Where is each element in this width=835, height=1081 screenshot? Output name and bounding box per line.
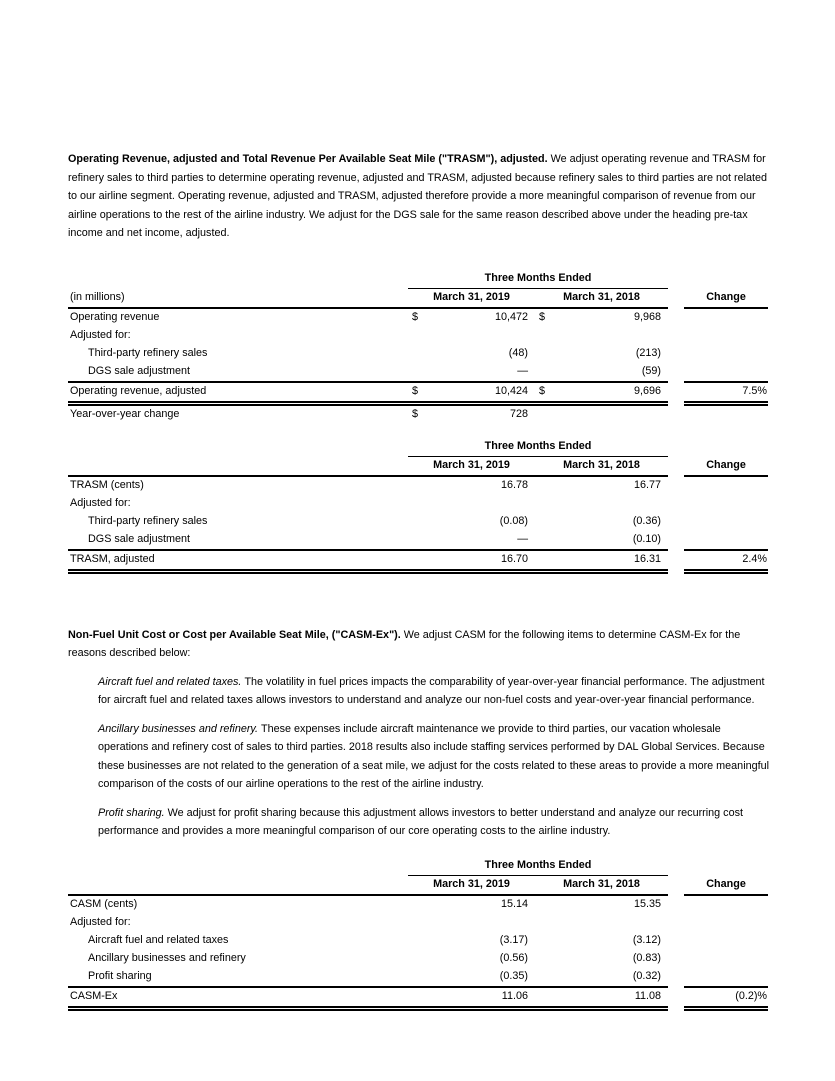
currency-symbol <box>535 987 557 1009</box>
empty-cell <box>68 857 408 876</box>
table-row <box>68 363 768 382</box>
item-lead: Aircraft fuel and related taxes. <box>98 675 242 688</box>
currency-symbol <box>535 327 557 345</box>
change-value <box>684 495 768 513</box>
column-gap <box>668 513 684 531</box>
change-value <box>684 895 768 914</box>
value-2019 <box>430 327 535 345</box>
currency-symbol <box>408 932 430 950</box>
column-header-2018: March 31, 2018 <box>535 875 668 895</box>
row-label: Third-party refinery sales <box>88 514 208 527</box>
value-2018: (0.10) <box>557 531 668 550</box>
row-label: Adjusted for: <box>70 496 131 509</box>
empty-cell <box>684 270 768 289</box>
item-body: These expenses include aircraft maintenance we provide to third parties, our vacation wholesale operations and refinery cost of sales to third parties. 2018 results also include staffing services performed by DAL Global Services. Because these businesses are not related to the generation of a seat mile, we adjust for the costs related to these areas to provide a more meaningful comparison of the costs of our airline operations to the rest of the airline industry. <box>98 722 769 790</box>
currency-symbol <box>535 363 557 382</box>
period-header: Three Months Ended <box>408 857 668 876</box>
change-value <box>684 914 768 932</box>
casm-body: We adjust CASM for the following items to determine CASM-Ex for the reasons described below: <box>68 628 741 659</box>
row-label: TRASM (cents) <box>70 478 144 491</box>
casm-table <box>68 857 768 1011</box>
row-label: Aircraft fuel and related taxes <box>88 933 229 946</box>
value-2018 <box>557 327 668 345</box>
adjustment-item-paragraph <box>98 804 769 841</box>
empty-cell <box>684 857 768 876</box>
currency-symbol <box>408 968 430 987</box>
currency-symbol <box>535 550 557 572</box>
value-2018: (213) <box>635 346 662 359</box>
table-row <box>68 513 768 531</box>
change-value <box>684 308 768 327</box>
row-label: Adjusted for: <box>70 915 131 928</box>
value-2019: (0.56) <box>499 951 528 964</box>
table-row <box>68 270 768 289</box>
value-2019: 16.78 <box>500 478 528 491</box>
table-row <box>68 345 768 363</box>
value-2019: (48) <box>508 346 528 359</box>
unit-label: (in millions) <box>68 288 408 308</box>
column-gap <box>668 403 684 424</box>
table-row <box>68 875 768 895</box>
currency-symbol <box>535 403 557 424</box>
currency-symbol <box>535 345 557 363</box>
value-2018: 15.35 <box>634 897 662 910</box>
table-row <box>68 857 768 876</box>
column-gap <box>668 550 684 572</box>
currency-symbol <box>535 495 557 513</box>
column-gap <box>668 914 684 932</box>
column-gap <box>668 308 684 327</box>
table-row <box>68 987 768 1009</box>
column-header-2018: March 31, 2018 <box>535 456 668 476</box>
value-2019: — <box>430 363 535 382</box>
table-row <box>68 382 768 404</box>
value-2019 <box>430 914 535 932</box>
row-label: Ancillary businesses and refinery <box>88 951 246 964</box>
change-value: (0.2)% <box>684 987 768 1009</box>
column-header-2018: March 31, 2018 <box>535 288 668 308</box>
column-gap <box>668 895 684 914</box>
table-row <box>68 950 768 968</box>
currency-symbol: $ <box>412 310 419 323</box>
column-gap <box>668 288 684 308</box>
column-header-2019: March 31, 2019 <box>408 288 535 308</box>
value-2019: 11.06 <box>430 987 535 1009</box>
column-gap <box>668 382 684 404</box>
currency-symbol: $ <box>412 407 419 420</box>
row-label: CASM (cents) <box>70 897 138 910</box>
currency-symbol <box>535 531 557 550</box>
currency-symbol <box>408 895 430 914</box>
value-2018 <box>557 914 668 932</box>
unit-label <box>68 456 408 476</box>
value-2018: (0.36) <box>632 514 662 527</box>
column-gap <box>668 327 684 345</box>
column-gap <box>668 270 684 289</box>
value-2018: 16.77 <box>634 478 662 491</box>
table-row <box>68 531 768 550</box>
empty-cell <box>684 438 768 457</box>
change-value: 7.5% <box>684 382 768 404</box>
currency-symbol <box>408 531 430 550</box>
value-2018: (3.12) <box>632 933 662 946</box>
table-row <box>68 914 768 932</box>
table-row <box>68 476 768 495</box>
value-2018: 9,968 <box>634 310 662 323</box>
intro-body: We adjust operating revenue and TRASM for refinery sales to third parties to determine operating revenue, adjusted and TRASM, adjusted because refinery sales to third parties are not related to our airline segment. Operating revenue, adjusted and TRASM, adjusted therefore provide a more meaningful comparison of revenue from our airline operations to the rest of the airline industry. We adjust for the DGS sale for the same reason described above under the heading pre-tax income and net income, adjusted. <box>68 153 767 239</box>
value-2019: 16.70 <box>430 550 535 572</box>
intro-lead: Operating Revenue, adjusted and Total Revenue Per Available Seat Mile ("TRASM"), adjusted. <box>68 153 548 165</box>
column-gap <box>668 476 684 495</box>
value-2019: 15.14 <box>500 897 528 910</box>
row-label: Adjusted for: <box>70 328 131 341</box>
intro-paragraph <box>68 150 768 243</box>
table-row <box>68 895 768 914</box>
item-body: The volatility in fuel prices impacts the comparability of year-over-year financial performance. The adjustment for aircraft fuel and related taxes allows investors to understand and analyze our non-fuel costs and year-over-year financial performance. <box>98 675 765 706</box>
adjustment-item-paragraph <box>98 673 769 710</box>
currency-symbol <box>535 513 557 531</box>
column-gap <box>668 950 684 968</box>
row-label: Operating revenue, adjusted <box>68 382 408 404</box>
column-gap <box>668 857 684 876</box>
value-2018: (59) <box>557 363 668 382</box>
unit-label <box>68 875 408 895</box>
currency-symbol <box>535 914 557 932</box>
change-value: 2.4% <box>684 550 768 572</box>
period-header: Three Months Ended <box>408 438 668 457</box>
value-2018: (0.83) <box>632 951 662 964</box>
currency-symbol <box>408 363 430 382</box>
table-row <box>68 550 768 572</box>
change-value <box>684 932 768 950</box>
change-value <box>684 950 768 968</box>
change-value <box>684 476 768 495</box>
empty-cell <box>68 438 408 457</box>
change-value <box>684 345 768 363</box>
table-row <box>68 968 768 987</box>
item-lead: Profit sharing. <box>98 806 165 819</box>
period-header: Three Months Ended <box>408 270 668 289</box>
trasm-table <box>68 438 768 574</box>
value-2019: 10,424 <box>430 382 535 404</box>
currency-symbol <box>535 895 557 914</box>
column-header-change: Change <box>684 288 768 308</box>
adjustment-item-paragraph <box>98 720 769 794</box>
currency-symbol <box>408 987 430 1009</box>
change-value <box>684 513 768 531</box>
row-label: Profit sharing <box>68 968 408 987</box>
currency-symbol <box>535 968 557 987</box>
table-row <box>68 495 768 513</box>
change-value <box>684 327 768 345</box>
item-lead: Ancillary businesses and refinery. <box>98 722 259 735</box>
column-gap <box>668 438 684 457</box>
value-2019: (3.17) <box>499 933 528 946</box>
currency-symbol: $ <box>408 382 430 404</box>
column-gap <box>668 456 684 476</box>
currency-symbol <box>535 950 557 968</box>
column-header-2019: March 31, 2019 <box>408 875 535 895</box>
row-label: TRASM, adjusted <box>68 550 408 572</box>
currency-symbol <box>408 476 430 495</box>
table-row <box>68 932 768 950</box>
table-row <box>68 438 768 457</box>
value-2019: (0.08) <box>499 514 528 527</box>
row-label: Third-party refinery sales <box>88 346 208 359</box>
item-body: We adjust for profit sharing because this adjustment allows investors to better understand and analyze our recurring cost performance and provides a more meaningful comparison of our core operating costs to the airline industry. <box>98 806 743 837</box>
currency-symbol <box>535 476 557 495</box>
table-row <box>68 327 768 345</box>
value-2019: — <box>430 531 535 550</box>
value-2018: 9,696 <box>557 382 668 404</box>
currency-symbol <box>408 495 430 513</box>
currency-symbol <box>408 950 430 968</box>
table-row <box>68 456 768 476</box>
casm-lead: Non-Fuel Unit Cost or Cost per Available Seat Mile, ("CASM-Ex"). <box>68 628 401 641</box>
empty-cell <box>68 270 408 289</box>
column-gap <box>668 968 684 987</box>
row-label: Year-over-year change <box>70 407 180 420</box>
column-gap <box>668 987 684 1009</box>
column-header-change: Change <box>684 456 768 476</box>
row-label: DGS sale adjustment <box>68 363 408 382</box>
column-gap <box>668 932 684 950</box>
change-value <box>684 968 768 987</box>
row-label: CASM-Ex <box>68 987 408 1009</box>
value-2018: (0.32) <box>557 968 668 987</box>
table-row <box>68 403 768 424</box>
currency-symbol <box>408 345 430 363</box>
value-2018 <box>557 495 668 513</box>
value-2019: (0.35) <box>430 968 535 987</box>
currency-symbol: $ <box>539 310 546 323</box>
row-label: Operating revenue <box>70 310 160 323</box>
value-2018: 16.31 <box>557 550 668 572</box>
column-gap <box>668 363 684 382</box>
column-gap <box>668 495 684 513</box>
value-2018 <box>557 403 668 424</box>
change-value <box>684 531 768 550</box>
currency-symbol <box>408 914 430 932</box>
table-row <box>68 288 768 308</box>
change-value <box>684 403 768 424</box>
currency-symbol <box>408 327 430 345</box>
column-header-2019: March 31, 2019 <box>408 456 535 476</box>
column-gap <box>668 875 684 895</box>
currency-symbol <box>408 550 430 572</box>
operating-revenue-table <box>68 270 768 424</box>
column-gap <box>668 345 684 363</box>
value-2019: 10,472 <box>494 310 528 323</box>
value-2019 <box>430 495 535 513</box>
currency-symbol <box>408 513 430 531</box>
currency-symbol <box>535 932 557 950</box>
currency-symbol: $ <box>535 382 557 404</box>
casm-heading-paragraph <box>68 626 768 663</box>
column-header-change: Change <box>684 875 768 895</box>
column-gap <box>668 531 684 550</box>
value-2019: 728 <box>509 407 528 420</box>
row-label: DGS sale adjustment <box>68 531 408 550</box>
change-value <box>684 363 768 382</box>
table-row <box>68 308 768 327</box>
value-2018: 11.08 <box>557 987 668 1009</box>
